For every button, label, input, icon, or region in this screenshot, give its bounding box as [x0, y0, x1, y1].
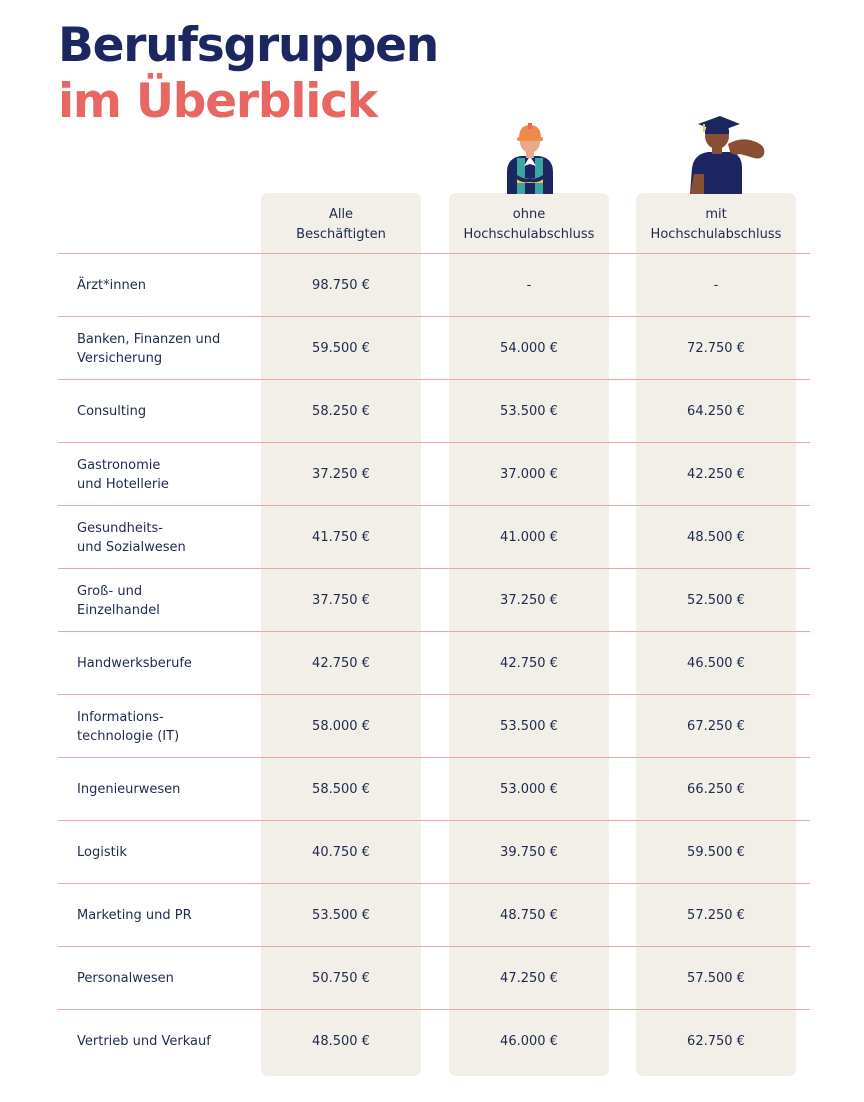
column-header-with-degree [636, 205, 796, 245]
cell-without-degree: 42.750 € [500, 656, 558, 671]
row-label: Consulting [77, 404, 147, 419]
cell-all-employees: 98.750 € [312, 278, 370, 293]
graduate-icon [684, 108, 770, 194]
table-row [0, 821, 864, 884]
cell-without-degree: 39.750 € [500, 845, 558, 860]
row-label: Marketing und PR [77, 908, 192, 923]
table-row [0, 632, 864, 695]
column-header-without-degree [449, 205, 609, 245]
cell-without-degree: - [526, 278, 532, 293]
cell-all-employees: 50.750 € [312, 971, 370, 986]
cell-all-employees: 58.500 € [312, 782, 370, 797]
cell-all-employees: 53.500 € [312, 908, 370, 923]
table-row [0, 695, 864, 758]
cell-without-degree: 48.750 € [500, 908, 558, 923]
table-row [0, 254, 864, 317]
table-row [0, 569, 864, 632]
cell-without-degree: 46.000 € [500, 1034, 558, 1049]
row-label: Vertrieb und Verkauf [77, 1034, 211, 1049]
cell-all-employees: 58.000 € [312, 719, 370, 734]
cell-all-employees: 59.500 € [312, 341, 370, 356]
cell-with-degree: 42.250 € [687, 467, 745, 482]
cell-without-degree: 47.250 € [500, 971, 558, 986]
table-row [0, 884, 864, 947]
row-label: Groß- und Einzelhandel [77, 583, 160, 618]
cell-with-degree: 46.500 € [687, 656, 745, 671]
row-label: Ärzt*innen [77, 278, 146, 293]
row-label: Gastronomie und Hotellerie [77, 457, 169, 492]
row-label: Logistik [77, 845, 127, 860]
row-label: Personalwesen [77, 971, 174, 986]
row-label: Handwerksberufe [77, 656, 192, 671]
table-row [0, 1010, 864, 1073]
cell-with-degree: 59.500 € [687, 845, 745, 860]
cell-with-degree: 62.750 € [687, 1034, 745, 1049]
column-header-line-1: mit [705, 207, 727, 222]
cell-all-employees: 41.750 € [312, 530, 370, 545]
cell-without-degree: 53.500 € [500, 719, 558, 734]
cell-with-degree: 67.250 € [687, 719, 745, 734]
cell-all-employees: 48.500 € [312, 1034, 370, 1049]
cell-all-employees: 58.250 € [312, 404, 370, 419]
cell-with-degree: 72.750 € [687, 341, 745, 356]
column-header-line-1: Alle [328, 207, 354, 222]
cell-with-degree: 57.250 € [687, 908, 745, 923]
cell-with-degree: 52.500 € [687, 593, 745, 608]
cell-all-employees: 37.250 € [312, 467, 370, 482]
cell-all-employees: 37.750 € [312, 593, 370, 608]
column-header-line-2: Hochschulabschluss [463, 227, 595, 242]
cell-with-degree: - [713, 278, 719, 293]
cell-without-degree: 37.250 € [500, 593, 558, 608]
row-label: Banken, Finanzen und Versicherung [77, 331, 221, 366]
column-header-line-2: Beschäftigten [296, 227, 386, 242]
table-row [0, 317, 864, 380]
cell-without-degree: 54.000 € [500, 341, 558, 356]
page-subtitle: im Überblick [58, 74, 377, 129]
cell-without-degree: 41.000 € [500, 530, 558, 545]
page-title: Berufsgruppen [58, 18, 439, 73]
cell-all-employees: 42.750 € [312, 656, 370, 671]
row-label: Gesundheits- und Sozialwesen [77, 520, 186, 555]
salary-table [0, 254, 864, 1073]
cell-all-employees: 40.750 € [312, 845, 370, 860]
cell-without-degree: 53.000 € [500, 782, 558, 797]
column-header-line-2: Hochschulabschluss [650, 227, 782, 242]
cell-with-degree: 66.250 € [687, 782, 745, 797]
cell-without-degree: 53.500 € [500, 404, 558, 419]
cell-without-degree: 37.000 € [500, 467, 558, 482]
table-row [0, 758, 864, 821]
table-row [0, 380, 864, 443]
table-row [0, 506, 864, 569]
row-label: Ingenieurwesen [77, 782, 181, 797]
row-label: Informations- technologie (IT) [77, 709, 180, 744]
column-header-all-employees [261, 205, 421, 245]
column-header-line-1: ohne [512, 207, 546, 222]
table-row [0, 947, 864, 1010]
table-row [0, 443, 864, 506]
construction-worker-icon [499, 120, 561, 194]
cell-with-degree: 57.500 € [687, 971, 745, 986]
cell-with-degree: 64.250 € [687, 404, 745, 419]
cell-with-degree: 48.500 € [687, 530, 745, 545]
